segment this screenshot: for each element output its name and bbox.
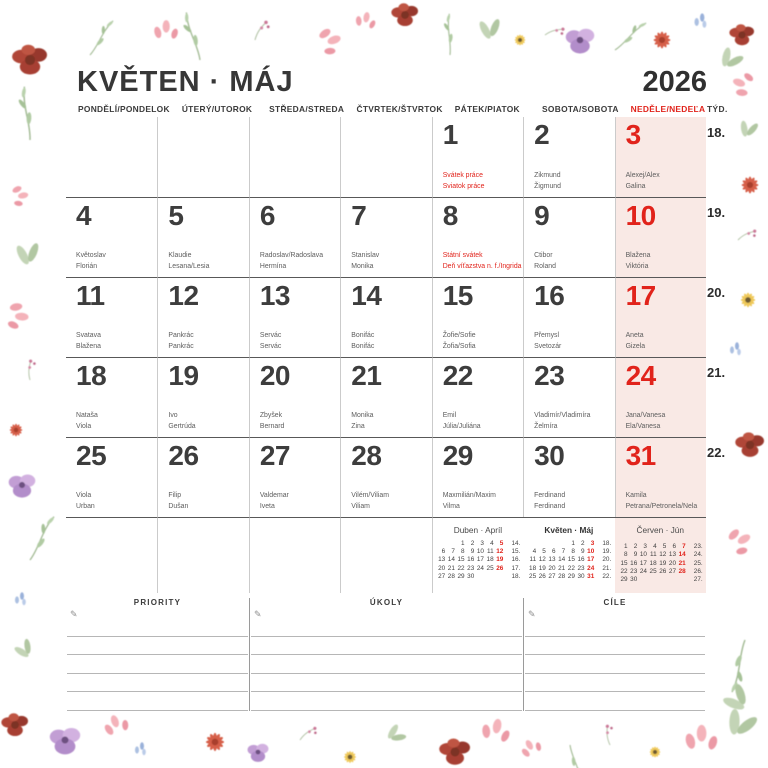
empty-cell <box>249 517 340 593</box>
mini-calendar-grid: 1 2 3 4 5 14. 6 7 8 9 10 11 12 15. 13 14 15 16 17 18 19 16. 20 21 22 23 24 25 26 17. 27 28 29 30 18. <box>438 539 521 580</box>
nameday-label: Maxmilián/Maxim Vilma <box>442 492 496 510</box>
mini-calendar-june <box>615 517 706 593</box>
holiday-label: Státní svátek Deň víťazstva n. f./Ingrida <box>442 252 522 270</box>
day-cell-15 <box>432 277 523 357</box>
day-cell-18 <box>66 357 157 437</box>
day-cell-14 <box>340 277 431 357</box>
empty-cell <box>157 117 248 197</box>
note-line <box>251 674 522 693</box>
day-number: 22 <box>442 360 473 391</box>
nameday-label: Svatava Blažena <box>76 332 101 350</box>
day-cell-6 <box>249 197 340 277</box>
note-line <box>251 655 522 674</box>
mini-week-number: 25. <box>693 559 703 567</box>
day-cell-1 <box>432 117 523 197</box>
mini-week-number: 18. <box>602 539 612 547</box>
day-cell-17 <box>615 277 706 357</box>
empty-cell <box>340 117 431 197</box>
day-cell-7 <box>340 197 431 277</box>
note-line <box>67 692 248 711</box>
mini-calendar-grid: 1 2 3 18. 4 5 6 7 8 9 10 19. 11 12 13 14 15 16 17 20. 18 19 20 21 22 23 24 21. 25 26 27 28 29 30 31 22. <box>529 539 612 580</box>
mini-week-number: 17. <box>511 564 521 572</box>
day-cell-30 <box>523 437 614 517</box>
day-number: 16 <box>534 280 565 311</box>
note-line <box>67 618 248 637</box>
page-title: KVĚTEN · MÁJ <box>77 66 294 98</box>
day-cell-13 <box>249 277 340 357</box>
notes-column-2 <box>249 598 524 711</box>
day-cell-25 <box>66 437 157 517</box>
day-number: 31 <box>625 440 656 471</box>
notes-lines <box>524 609 706 711</box>
nameday-label: Zikmund Žigmund <box>534 172 561 190</box>
day-cell-11 <box>66 277 157 357</box>
day-number: 10 <box>625 200 656 231</box>
mini-calendar-may <box>523 517 614 593</box>
mini-calendar-title: Květen · Máj <box>544 525 594 535</box>
day-number: 3 <box>625 119 641 150</box>
day-cell-16 <box>523 277 614 357</box>
mini-calendar-title: Duben · Apríl <box>453 525 503 535</box>
empty-cell <box>66 517 157 593</box>
nameday-label: Klaudie Lesana/Lesia <box>168 252 210 270</box>
day-number: 9 <box>534 200 550 231</box>
day-number: 17 <box>625 280 656 311</box>
mini-week-number: 24. <box>693 551 703 559</box>
nameday-label: Vilém/Viliam Viliam <box>351 492 389 510</box>
note-line <box>525 674 705 693</box>
nameday-label: Stanislav Monika <box>351 252 380 270</box>
day-cell-26 <box>157 437 248 517</box>
note-line <box>67 655 248 674</box>
day-number: 15 <box>442 280 473 311</box>
mini-week-number: 20. <box>602 556 612 564</box>
nameday-label: Žofie/Sofie Žofia/Sofia <box>442 332 476 350</box>
day-number: 13 <box>259 280 290 311</box>
nameday-label: Pankrác Pankrác <box>168 332 194 350</box>
day-cell-2 <box>523 117 614 197</box>
weekday-header-5: PÁTEK/PIATOK <box>454 104 520 114</box>
mini-week-number: 21. <box>602 564 612 572</box>
week-column-header: TÝD. <box>707 104 728 114</box>
note-line <box>525 655 705 674</box>
weekday-header-6: SOBOTA/SOBOTA <box>542 104 619 114</box>
note-line <box>67 674 248 693</box>
nameday-label: Ferdinand Ferdinand <box>534 492 566 510</box>
notes-column-3 <box>524 598 706 711</box>
notes-section <box>66 598 706 711</box>
empty-cell <box>249 117 340 197</box>
day-cell-21 <box>340 357 431 437</box>
week-number: 22. <box>707 445 726 460</box>
day-number: 14 <box>351 280 382 311</box>
mini-week-number: 23. <box>693 543 703 550</box>
mini-week-number: 22. <box>602 572 612 580</box>
nameday-label: Filip Dušan <box>168 492 189 510</box>
mini-week-number: 27. <box>693 576 703 584</box>
day-number: 25 <box>76 440 107 471</box>
weekday-header-1: PONDĚLÍ/PONDELOK <box>78 104 170 114</box>
day-cell-29 <box>432 437 523 517</box>
day-number: 29 <box>442 440 473 471</box>
note-line <box>525 692 705 711</box>
day-cell-9 <box>523 197 614 277</box>
mini-calendar-grid: 1 2 3 4 5 6 7 23. 8 9 10 11 12 13 14 24. 15 16 17 18 19 20 21 25. 22 23 24 25 26 27 28 26. 29 30 27. <box>620 543 703 584</box>
notes-title: CÍLE <box>603 598 627 607</box>
nameday-label: Ivo Gertrúda <box>168 412 196 430</box>
note-line <box>251 692 522 711</box>
nameday-label: Přemysl Svetozár <box>534 332 562 350</box>
empty-cell <box>157 517 248 593</box>
day-number: 21 <box>351 360 382 391</box>
mini-week-number: 14. <box>511 539 521 547</box>
note-line <box>525 637 705 656</box>
holiday-label: Svátek práce Sviatok práce <box>442 172 485 190</box>
mini-calendar-title: Červen · Jún <box>636 525 685 535</box>
nameday-label: Alexej/Alex Galina <box>625 172 660 190</box>
nameday-label: Jana/Vanesa Ela/Vanesa <box>625 412 666 430</box>
weekday-header-7: NEDĚLE/NEDEĽA <box>630 104 706 114</box>
pencil-icon: ✎ <box>70 609 78 619</box>
notes-title: ÚKOLY <box>369 598 404 607</box>
day-number: 20 <box>259 360 290 391</box>
day-cell-22 <box>432 357 523 437</box>
day-number: 27 <box>259 440 290 471</box>
empty-cell <box>66 117 157 197</box>
day-cell-3 <box>615 117 706 197</box>
day-number: 12 <box>168 280 199 311</box>
day-number: 19 <box>168 360 199 391</box>
mini-calendar-april <box>432 517 523 593</box>
day-number: 28 <box>351 440 382 471</box>
week-number: 18. <box>707 125 726 140</box>
note-line <box>251 618 522 637</box>
nameday-label: Kamila Petrana/Petronela/Nela <box>625 492 698 510</box>
day-number: 8 <box>442 200 458 231</box>
nameday-label: Servác Servác <box>259 332 282 350</box>
note-line <box>67 637 248 656</box>
day-cell-28 <box>340 437 431 517</box>
day-number: 2 <box>534 119 550 150</box>
calendar-grid <box>66 117 706 593</box>
nameday-label: Viola Urban <box>76 492 95 510</box>
day-cell-23 <box>523 357 614 437</box>
day-cell-10 <box>615 197 706 277</box>
day-number: 4 <box>76 200 92 231</box>
nameday-label: Zbyšek Bernard <box>259 412 285 430</box>
mini-week-number: 26. <box>693 567 703 575</box>
empty-cell <box>340 517 431 593</box>
day-number: 30 <box>534 440 565 471</box>
nameday-label: Valdemar Iveta <box>259 492 289 510</box>
day-number: 26 <box>168 440 199 471</box>
nameday-label: Monika Zina <box>351 412 374 430</box>
mini-week-number: 16. <box>511 556 521 564</box>
day-cell-12 <box>157 277 248 357</box>
week-number: 21. <box>707 365 726 380</box>
weekday-header-3: STŘEDA/STREDA <box>269 104 345 114</box>
day-cell-5 <box>157 197 248 277</box>
pencil-icon: ✎ <box>254 609 262 619</box>
nameday-label: Bonifác Bonifác <box>351 332 375 350</box>
nameday-label: Nataša Viola <box>76 412 98 430</box>
note-line <box>251 637 522 656</box>
day-number: 1 <box>442 119 458 150</box>
day-cell-4 <box>66 197 157 277</box>
day-cell-24 <box>615 357 706 437</box>
day-cell-27 <box>249 437 340 517</box>
page-year: 2026 <box>642 66 707 98</box>
day-cell-31 <box>615 437 706 517</box>
mini-week-number: 19. <box>602 548 612 555</box>
day-number: 24 <box>625 360 656 391</box>
weekday-header-row <box>66 104 706 114</box>
nameday-label: Ctibor Roland <box>534 252 556 270</box>
weekday-header-4: ČTVRTEK/ŠTVRTOK <box>356 104 443 114</box>
day-number: 5 <box>168 200 184 231</box>
nameday-label: Emil Júlia/Juliána <box>442 412 481 430</box>
day-number: 11 <box>76 280 105 311</box>
mini-week-number: 15. <box>511 548 521 555</box>
notes-lines <box>250 609 523 711</box>
note-line <box>525 618 705 637</box>
day-number: 23 <box>534 360 565 391</box>
day-cell-8 <box>432 197 523 277</box>
notes-column-1 <box>66 598 249 711</box>
week-number: 20. <box>707 285 726 300</box>
nameday-label: Aneta Gizela <box>625 332 646 350</box>
mini-week-number: 18. <box>511 572 521 580</box>
day-number: 18 <box>76 360 107 391</box>
pencil-icon: ✎ <box>528 609 536 619</box>
notes-title: PRIORITY <box>133 598 182 607</box>
weekday-header-2: ÚTERÝ/UTOROK <box>181 104 253 114</box>
nameday-label: Vladimír/Vladimíra Želmíra <box>534 412 591 430</box>
day-number: 7 <box>351 200 367 231</box>
nameday-label: Květoslav Florián <box>76 252 106 270</box>
day-number: 6 <box>259 200 275 231</box>
day-cell-20 <box>249 357 340 437</box>
nameday-label: Blažena Viktória <box>625 252 651 270</box>
day-cell-19 <box>157 357 248 437</box>
week-number: 19. <box>707 205 726 220</box>
notes-lines <box>66 609 249 711</box>
nameday-label: Radoslav/Radoslava Hermína <box>259 252 324 270</box>
